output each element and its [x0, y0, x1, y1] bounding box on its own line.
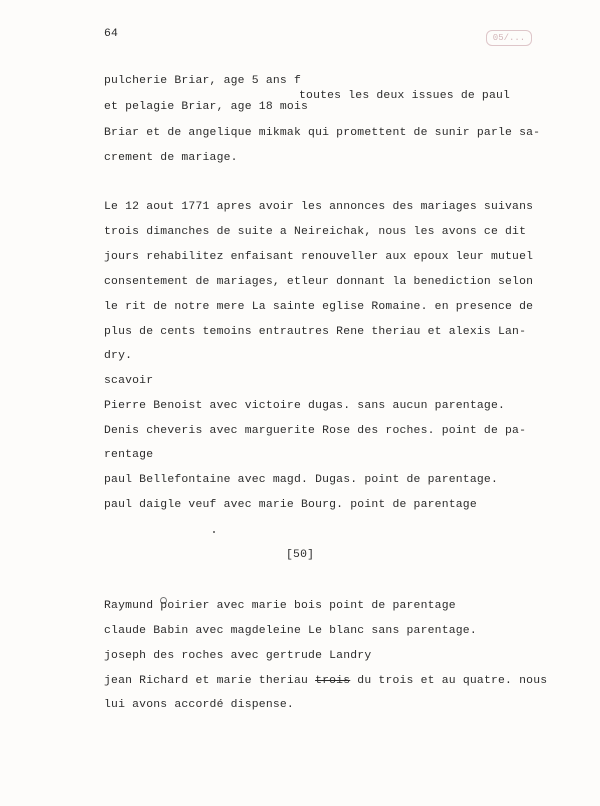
- text-line: lui avons accordé dispense.: [104, 699, 294, 711]
- text-line: et pelagie Briar, age 18 mois: [104, 101, 309, 113]
- text-line: Pierre Benoist avec victoire dugas. sans aucun parentage.: [104, 400, 506, 412]
- text-line: Le 12 aout 1771 apres avoir les annonces des mariages suivans: [104, 201, 534, 213]
- text-line: le rit de notre mere La sainte eglise Romaine. en presence de: [104, 301, 534, 313]
- text-line: jours rehabilitez enfaisant renouveller aux epoux leur mutuel: [104, 251, 534, 263]
- text-segment: du trois et au quatre. nous: [350, 675, 548, 687]
- text-segment: jean Richard et marie theriau: [104, 675, 316, 687]
- text-line: joseph des roches avec gertrude Landry: [104, 650, 372, 662]
- text-line: pulcherie Briar, age 5 ans f: [104, 75, 301, 87]
- text-line: dry.: [104, 350, 133, 362]
- text-line: [104, 675, 547, 687]
- text-line: plus de cents temoins entrautres Rene theriau et alexis Lan-: [104, 326, 527, 338]
- text-line: toutes les deux issues de paul: [299, 90, 511, 102]
- text-line: trois dimanches de suite a Neireichak, nous les avons ce dit: [104, 226, 527, 238]
- text-line: Denis cheveris avec marguerite Rose des roches. point de pa-: [104, 425, 527, 437]
- text-line: paul Bellefontaine avec magd. Dugas. point de parentage.: [104, 474, 498, 486]
- struck-word: trois: [315, 675, 351, 687]
- text-line: Briar et de angelique mikmak qui promettent de sunir parle sa-: [104, 127, 541, 139]
- text-line: crement de mariage.: [104, 152, 238, 164]
- archive-stamp: 05/...: [486, 30, 532, 46]
- text-line: claude Babin avec magdeleine Le blanc sans parentage.: [104, 625, 477, 637]
- page-marker: [50]: [286, 549, 315, 561]
- page-number: 64: [104, 28, 119, 40]
- text-line: consentement de mariages, etleur donnant la benediction selon: [104, 276, 534, 288]
- text-line: scavoir: [104, 375, 154, 387]
- ink-dot: [213, 531, 215, 533]
- text-line: paul daigle veuf avec marie Bourg. point de parentage: [104, 499, 477, 511]
- text-line: rentage: [104, 449, 154, 461]
- text-line: Raymund poirier avec marie bois point de parentage: [104, 600, 456, 612]
